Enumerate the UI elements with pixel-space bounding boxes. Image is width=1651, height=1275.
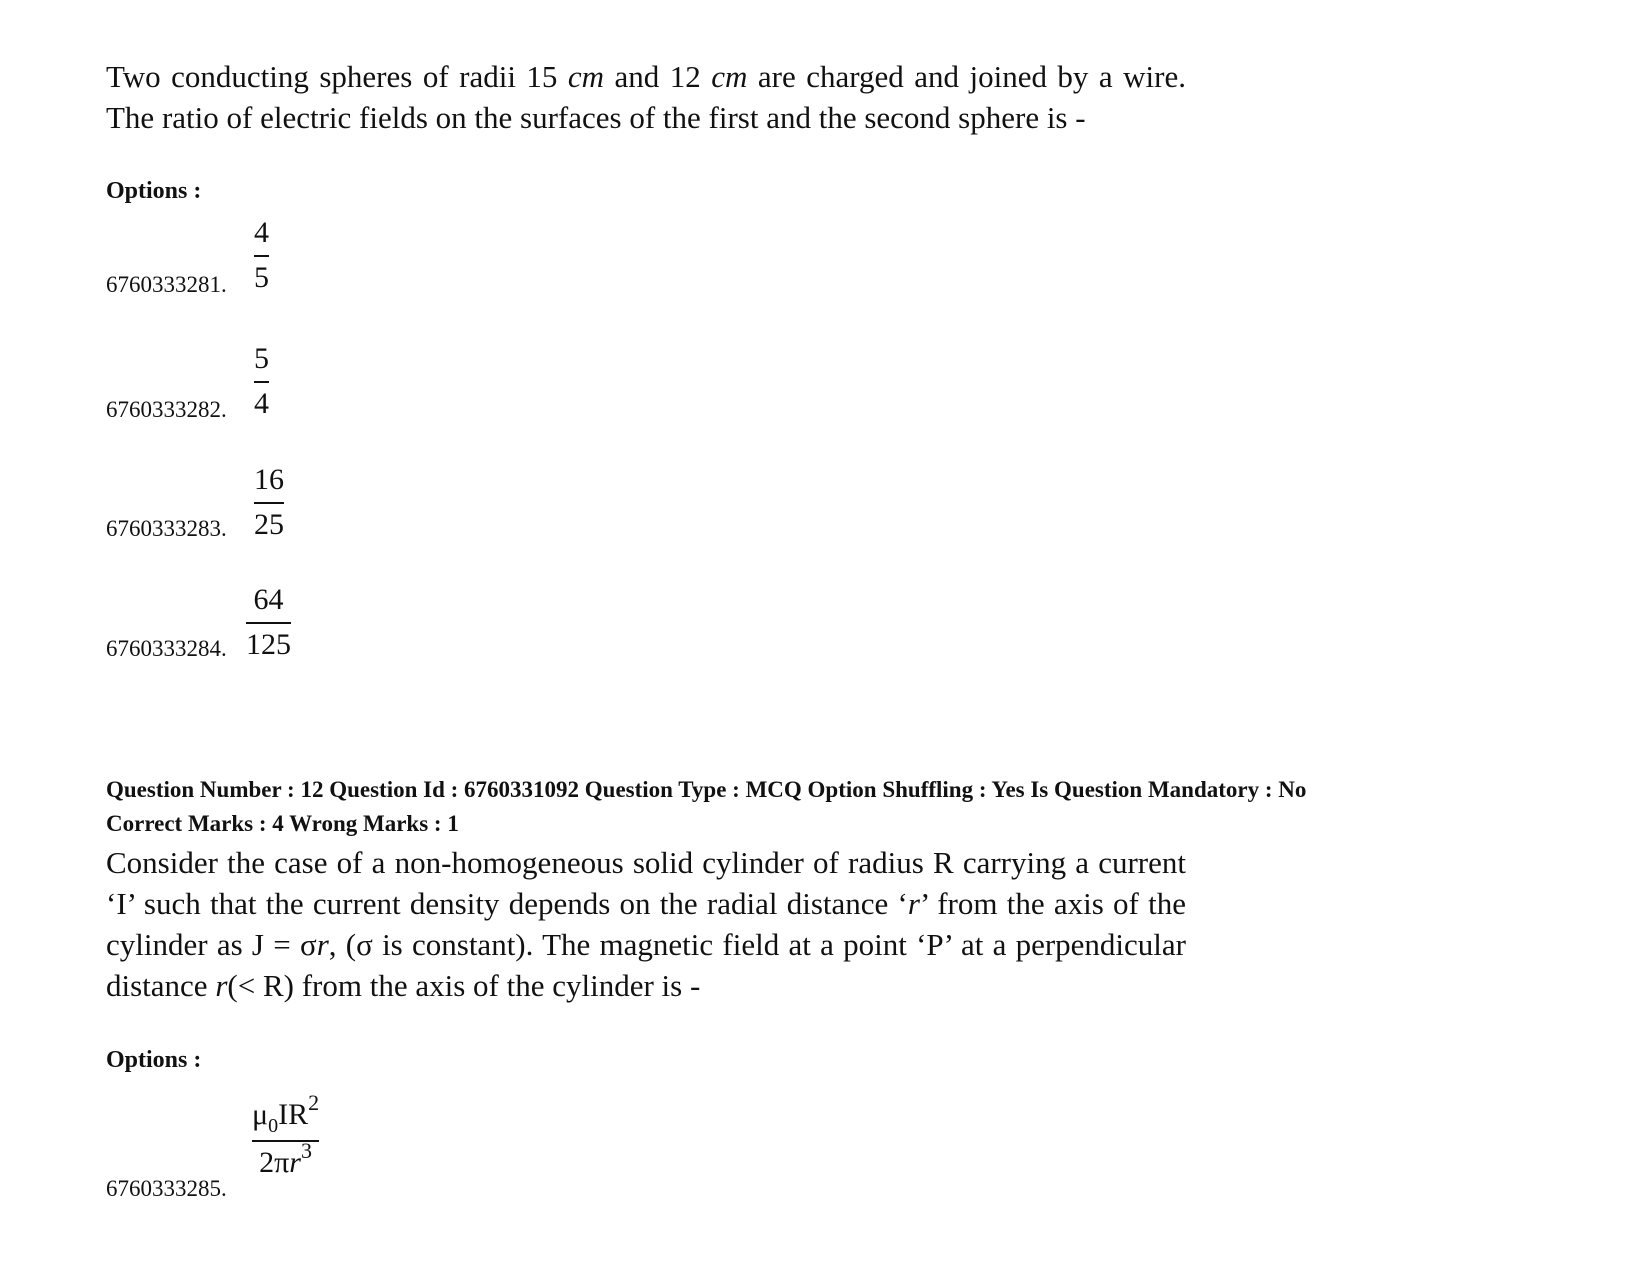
option-fraction — [246, 583, 291, 662]
option-fraction — [254, 342, 269, 421]
option-id: 6760333283. — [106, 516, 227, 541]
option-id: 6760333282. — [106, 397, 227, 422]
fraction-denominator: 5 — [254, 261, 269, 294]
option-id: 6760333284. — [106, 636, 227, 661]
option-id: 6760333281. — [106, 272, 227, 297]
question-2-text: Consider the case of a non-homogeneous solid cylinder of radius R carrying a current ‘I’ such that the current density depends on the radial distance ‘r’ from the axis of the cylinder as J = σr, (σ is constant). The magnetic field at a point ‘P’ at a perpendicular distance r(< R) from the axis of the cylinder is - — [106, 845, 1186, 1003]
option-fraction — [252, 1090, 320, 1182]
option-id: 6760333285. — [106, 1176, 227, 1201]
fraction-bar — [254, 255, 269, 257]
fraction-denominator: 25 — [254, 508, 284, 541]
fraction-numerator: $\mu_0IR^2$ — [252, 1090, 320, 1137]
fraction-bar — [254, 502, 284, 504]
fraction-numerator: 4 — [254, 216, 269, 249]
fraction-denominator: 4 — [254, 387, 269, 420]
option-fraction — [254, 216, 269, 295]
fraction-numerator: 64 — [253, 583, 284, 616]
options-label: Options : — [106, 1047, 202, 1073]
fraction-numerator: 16 — [254, 463, 284, 496]
fraction-bar — [254, 381, 269, 383]
question-meta-line-2: Correct Marks : 4 Wrong Marks : 1 — [106, 811, 459, 836]
question-meta-line-1: Question Number : 12 Question Id : 6760331092 Question Type : MCQ Option Shuffling : Yes Is Question Mandatory : No — [106, 777, 1307, 802]
option-fraction — [254, 463, 284, 542]
options-label: Options : — [106, 178, 202, 204]
question-1-text: Two conducting spheres of radii 15 cm and 12 cm are charged and joined by a wire. The ratio of electric fields on the surfaces of the first and the second sphere is - — [106, 59, 1186, 135]
fraction-numerator: 5 — [254, 342, 269, 375]
fraction-denominator: $2\pi r^3$ — [259, 1138, 312, 1179]
fraction-denominator: 125 — [246, 628, 291, 661]
fraction-bar — [246, 622, 291, 624]
